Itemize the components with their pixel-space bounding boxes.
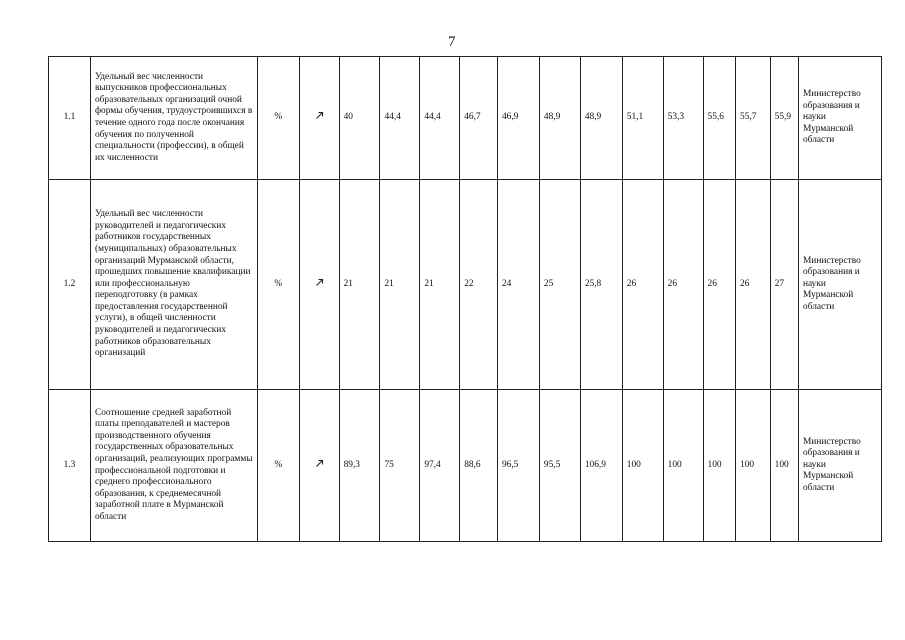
value-cell: 25 <box>539 180 580 390</box>
value-cell: 25,8 <box>580 180 622 390</box>
trend-cell <box>299 390 339 542</box>
unit-cell: % <box>257 180 299 390</box>
indicators-table <box>48 56 882 542</box>
value-cell: 96,5 <box>497 390 539 542</box>
value-cell: 55,6 <box>703 57 736 180</box>
value-cell: 100 <box>622 390 663 542</box>
value-cell: 53,3 <box>663 57 703 180</box>
value-cell: 44,4 <box>380 57 420 180</box>
value-cell: 88,6 <box>460 390 498 542</box>
value-cell: 55,9 <box>770 57 798 180</box>
value-cell: 51,1 <box>622 57 663 180</box>
trend-cell <box>299 180 339 390</box>
value-cell: 22 <box>460 180 498 390</box>
value-cell: 21 <box>420 180 460 390</box>
value-cell: 75 <box>380 390 420 542</box>
row-number: 1.2 <box>49 180 91 390</box>
value-cell: 48,9 <box>580 57 622 180</box>
page-number: 7 <box>448 34 456 50</box>
value-cell: 26 <box>703 180 736 390</box>
value-cell: 48,9 <box>539 57 580 180</box>
value-cell: 55,7 <box>736 57 771 180</box>
table-row <box>49 390 882 542</box>
value-cell: 21 <box>339 180 380 390</box>
row-number: 1.1 <box>49 57 91 180</box>
arrow-up-right-icon <box>315 111 324 120</box>
value-cell: 46,7 <box>460 57 498 180</box>
value-cell: 46,9 <box>497 57 539 180</box>
value-cell: 27 <box>770 180 798 390</box>
indicator-description: Удельный вес численности выпускников профессиональных образовательных организаций очной формы обучения, трудоустроившихся в течение одного года после окончания обучения по полученной специальности (профессии), в общей их численности <box>90 57 257 180</box>
indicator-description: Удельный вес численности руководителей и педагогических работников государственных (муниципальных) образовательных организаций Мурманской области, прошедших повышение квалификации или профессиональную переподготовку (в рамках предоставления государственной услуги), в общей численности руководителей и педагогических работников образовательных организаций <box>90 180 257 390</box>
value-cell: 26 <box>736 180 771 390</box>
value-cell: 97,4 <box>420 390 460 542</box>
table-body <box>49 57 882 542</box>
row-number: 1.3 <box>49 390 91 542</box>
unit-cell: % <box>257 57 299 180</box>
indicator-description: Соотношение средней заработной платы преподавателей и мастеров производственного обучения государственных образовательных организаций, реализующих программы профессиональной подготовки и среднего профессионального образования, к среднемесячной заработной плате в Мурманской области <box>90 390 257 542</box>
trend-cell <box>299 57 339 180</box>
table-row <box>49 57 882 180</box>
value-cell: 100 <box>736 390 771 542</box>
value-cell: 24 <box>497 180 539 390</box>
value-cell: 89,3 <box>339 390 380 542</box>
value-cell: 26 <box>663 180 703 390</box>
value-cell: 44,4 <box>420 57 460 180</box>
arrow-up-right-icon <box>315 459 324 468</box>
value-cell: 26 <box>622 180 663 390</box>
organization-cell: Министерство образования и науки Мурманской области <box>798 57 881 180</box>
value-cell: 106,9 <box>580 390 622 542</box>
value-cell: 100 <box>703 390 736 542</box>
organization-cell: Министерство образования и науки Мурманской области <box>798 390 881 542</box>
value-cell: 40 <box>339 57 380 180</box>
value-cell: 100 <box>663 390 703 542</box>
value-cell: 21 <box>380 180 420 390</box>
unit-cell: % <box>257 390 299 542</box>
organization-cell: Министерство образования и науки Мурманской области <box>798 180 881 390</box>
value-cell: 95,5 <box>539 390 580 542</box>
arrow-up-right-icon <box>315 278 324 287</box>
table-row <box>49 180 882 390</box>
value-cell: 100 <box>770 390 798 542</box>
